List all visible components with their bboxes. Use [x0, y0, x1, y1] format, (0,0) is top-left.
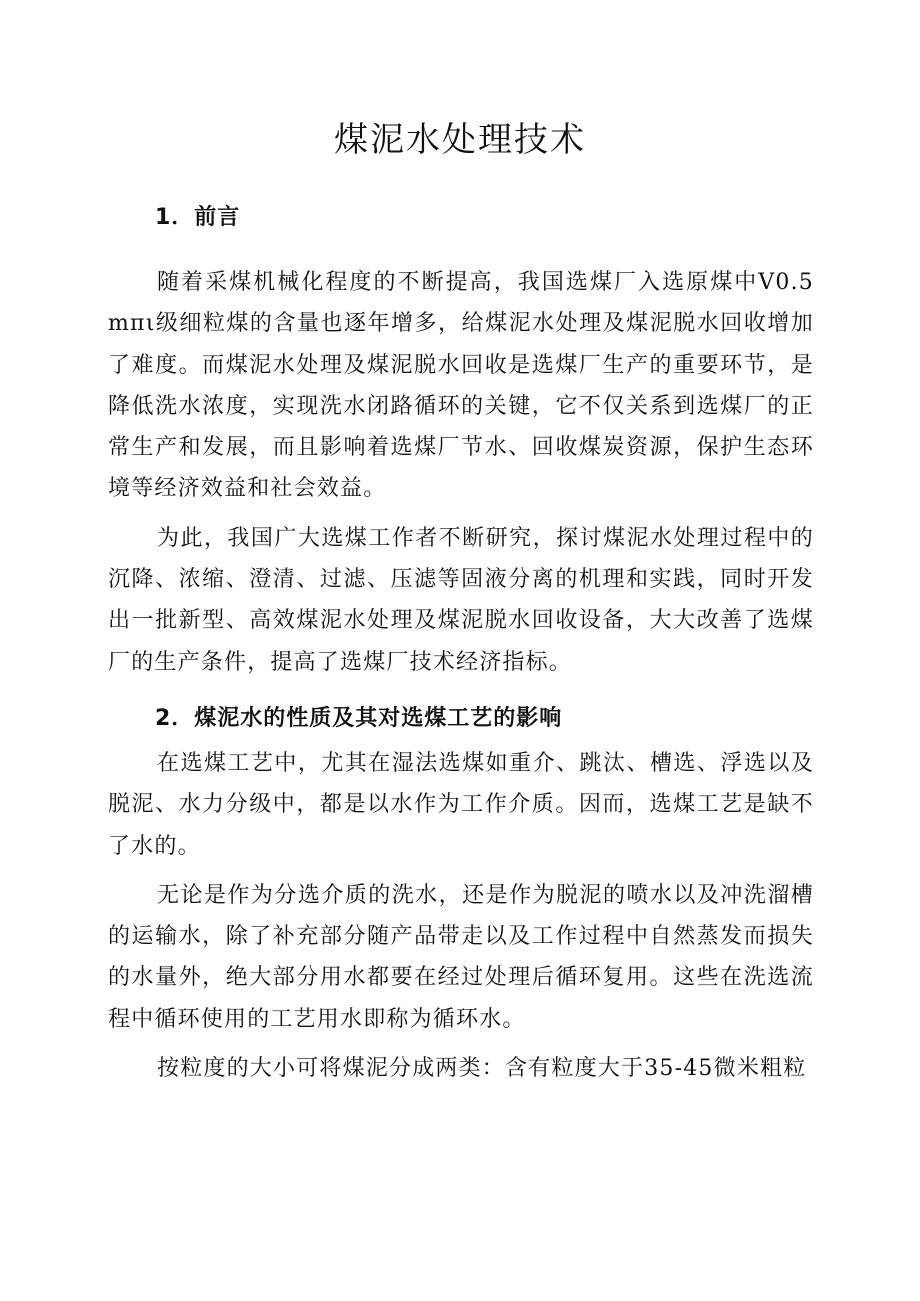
- paragraph: 为此，我国广大选煤工作者不断研究，探讨煤泥水处理过程中的沉降、浓缩、澄清、过滤、压滤等固液分离的机理和实践，同时开发出一批新型、高效煤泥水处理及煤泥脱水回收设备，大大改善了选煤厂的生产条件，提高了选煤厂技术经济指标。: [108, 525, 814, 675]
- paragraph: 随着采煤机械化程度的不断提高，我国选煤厂入选原煤中V0.5mπι级细粒煤的含量也逐年增多，给煤泥水处理及煤泥脱水回收增加了难度。而煤泥水处理及煤泥脱水回收是选煤厂生产的重要环节，是降低洗水浓度，实现洗水闭路循环的关键，它不仅关系到选煤厂的正常生产和发展，而且影响着选煤厂节水、回收煤炭资源，保护生态环境等经济效益和社会效益。: [108, 270, 814, 502]
- section-heading-preface: 1．前言: [155, 205, 241, 230]
- document-title: 煤泥水处理技术: [334, 120, 586, 160]
- paragraph: 按粒度的大小可将煤泥分成两类：含有粒度大于35-45微米粗粒: [157, 1056, 807, 1082]
- document-body: [108, 198, 814, 1097]
- section-heading-properties: 2．煤泥水的性质及其对选煤工艺的影响: [155, 705, 563, 731]
- paragraph: 无论是作为分选介质的洗水，还是作为脱泥的喷水以及冲洗溜槽的运输水，除了补充部分随产品带走以及工作过程中自然蒸发而损失的水量外，绝大部分用水都要在经过处理后循环复用。这些在洗选流程中循环使用的工艺用水即称为循环水。: [108, 882, 814, 1032]
- paragraph: 在选煤工艺中，尤其在湿法选煤如重介、跳汰、槽选、浮选以及脱泥、水力分级中，都是以水作为工作介质。因而，选煤工艺是缺不了水的。: [108, 750, 814, 859]
